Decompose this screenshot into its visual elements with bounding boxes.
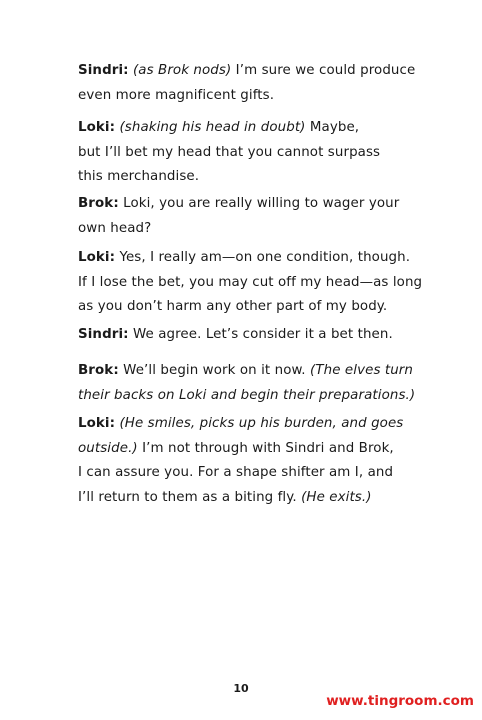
speaker-name: Sindri: bbox=[78, 63, 129, 78]
speaker-name: Loki: bbox=[78, 416, 116, 431]
text-line bbox=[78, 437, 438, 462]
text-line bbox=[78, 359, 438, 384]
watermark-url: www.tingroom.com bbox=[326, 693, 474, 709]
text-line bbox=[78, 192, 438, 217]
dialogue-text: I’ll return to them as a biting fly. bbox=[78, 489, 302, 505]
stage-direction: outside.) bbox=[78, 440, 138, 456]
text-line bbox=[78, 295, 438, 320]
text-line bbox=[78, 486, 438, 511]
dialogue-text: own head? bbox=[78, 220, 152, 236]
dialogue-paragraph-sindri-1 bbox=[78, 59, 438, 108]
stage-direction: (He exits.) bbox=[301, 489, 372, 505]
text-line bbox=[78, 165, 438, 190]
dialogue-paragraph-sindri-2 bbox=[78, 323, 438, 348]
speaker-name: Brok: bbox=[78, 196, 119, 211]
dialogue-text: I’m sure we could produce bbox=[231, 63, 416, 78]
dialogue-paragraph-loki-3 bbox=[78, 412, 438, 510]
speaker-name: Loki: bbox=[78, 120, 116, 135]
text-line bbox=[78, 217, 438, 242]
dialogue-text: I’m not through with Sindri and Brok, bbox=[137, 440, 394, 456]
dialogue-paragraph-loki-1 bbox=[78, 116, 438, 190]
text-line bbox=[78, 59, 438, 84]
text-line bbox=[78, 384, 438, 409]
stage-direction: (He smiles, picks up his burden, and goes bbox=[119, 416, 404, 431]
dialogue-paragraph-loki-2 bbox=[78, 246, 438, 320]
speaker-name: Brok: bbox=[78, 363, 119, 378]
dialogue-paragraph-brok-1 bbox=[78, 192, 438, 241]
text-line bbox=[78, 271, 438, 296]
stage-direction: their backs on Loki and begin their preparations.) bbox=[78, 387, 416, 403]
stage-direction: (shaking his head in doubt) bbox=[119, 120, 306, 135]
dialogue-text: We’ll begin work on it now. bbox=[118, 363, 311, 378]
stage-direction: (The elves turn bbox=[310, 363, 414, 378]
dialogue-text: even more magnificent gifts. bbox=[78, 87, 275, 103]
dialogue-text: We agree. Let’s consider it a bet then. bbox=[128, 327, 393, 342]
dialogue-text: this merchandise. bbox=[78, 169, 200, 184]
speaker-name: Loki: bbox=[78, 250, 116, 265]
text-line bbox=[78, 412, 438, 437]
text-line bbox=[78, 116, 438, 141]
dialogue-text: Yes, I really am—on one condition, though. bbox=[115, 250, 411, 265]
dialogue-paragraph-brok-2 bbox=[78, 359, 438, 408]
text-line bbox=[78, 141, 438, 166]
stage-direction: (as Brok nods) bbox=[132, 63, 232, 78]
text-line bbox=[78, 323, 438, 348]
dialogue-text: Loki, you are really willing to wager your bbox=[118, 196, 400, 211]
text-line bbox=[78, 246, 438, 271]
page-number: 10 bbox=[233, 682, 249, 695]
dialogue-text: Maybe, bbox=[305, 120, 360, 135]
dialogue-text: but I’ll bet my head that you cannot surpass bbox=[78, 144, 381, 160]
text-line bbox=[78, 461, 438, 486]
dialogue-text: as you don’t harm any other part of my body. bbox=[78, 299, 388, 314]
dialogue-text: I can assure you. For a shape shifter am I, and bbox=[78, 465, 394, 480]
dialogue-text: If I lose the bet, you may cut off my head—as long bbox=[78, 274, 423, 290]
text-line bbox=[78, 84, 438, 109]
speaker-name: Sindri: bbox=[78, 327, 129, 342]
